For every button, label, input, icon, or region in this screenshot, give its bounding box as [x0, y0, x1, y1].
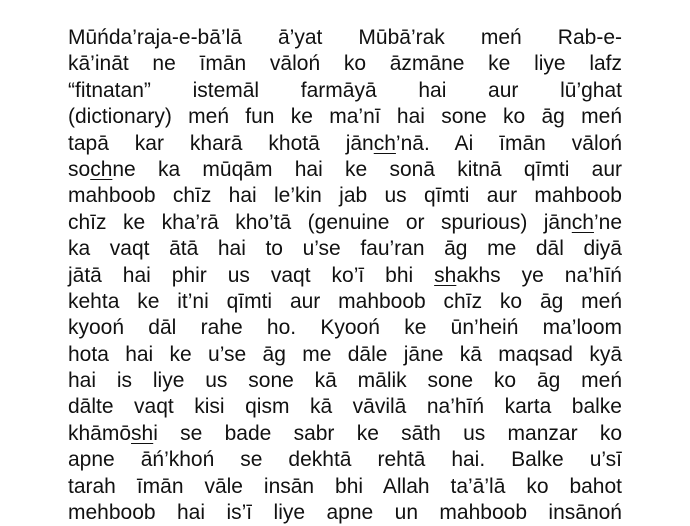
text-line: [68, 421, 622, 447]
underlined-text: ch: [571, 210, 594, 234]
text-line: [68, 447, 622, 473]
text-segment: jātā hai phir us vaqt ko’ī bhi: [68, 263, 435, 287]
text-segment: so: [68, 157, 91, 181]
text-line: [68, 236, 622, 262]
text-segment: ’nā. Ai īmān vāloń: [395, 131, 623, 155]
text-line: [68, 157, 622, 183]
underlined-text: ch: [90, 157, 113, 181]
text-segment: (dictionary) meń fun ke ma’nī hai sone ko āg meń: [68, 105, 622, 129]
text-segment: ’ne: [593, 210, 622, 234]
text-segment: hota hai ke u’se āg me dāle jāne kā maqsad kyā: [68, 342, 622, 366]
text-line: [68, 342, 622, 368]
text-segment: kā’ināt ne īmān vāloń ko āzmāne ke liye lafz: [68, 52, 622, 76]
text-line: [68, 263, 622, 289]
underlined-text: sh: [434, 263, 457, 287]
text-line: [68, 315, 622, 341]
text-segment: hai is liye us sone kā mālik sone ko āg meń: [68, 369, 622, 393]
text-segment: dālte vaqt kisi qism kā vāvilā na’hīń karta balke: [68, 395, 622, 419]
text-segment: tapā kar kharā khotā jān: [68, 131, 374, 155]
text-line: [68, 289, 622, 315]
text-segment: Mūńda’raja-e-bā’lā ā’yat Mūbā’rak meń Rab-e-: [68, 26, 622, 49]
text-segment: apne āń’khoń se dekhtā rehtā hai. Balke u’sī: [68, 448, 622, 472]
text-segment: ka vaqt ātā hai to u’se fau’ran āg me dāl diyā: [68, 237, 622, 261]
text-segment: akhs ye na’hīń: [456, 263, 622, 287]
text-segment: tarah īmān vāle insān bhi Allah ta’ā’lā ko bahot: [68, 474, 622, 498]
text-line: [68, 368, 622, 394]
text-segment: ne ka mūqām hai ke sonā kitnā qīmti aur: [112, 157, 622, 181]
text-line: [68, 500, 622, 526]
text-line: [68, 183, 622, 209]
text-segment: i se bade sabr ke sāth us manzar ko: [153, 421, 622, 445]
text-segment: khāmō: [68, 421, 132, 445]
text-segment: mehboob hai is’ī liye apne un mahboob insānoń: [68, 501, 622, 525]
text-segment: kyooń dāl rahe ho. Kyooń ke ūn’heiń ma’loom: [68, 316, 622, 340]
text-segment: mahboob chīz hai le’kin jab us qīmti aur mahboob: [68, 184, 622, 208]
text-segment: chīz ke kha’rā kho’tā (genuine or spurious) jān: [68, 210, 572, 234]
text-line: [68, 474, 622, 500]
text-line: [68, 210, 622, 236]
text-line: [68, 131, 622, 157]
text-segment: kehta ke it’ni qīmti aur mahboob chīz ko āg meń: [68, 289, 622, 313]
text-line: [68, 394, 622, 420]
underlined-text: ch: [373, 131, 396, 155]
body-text: [68, 25, 622, 526]
text-segment: “fitnatan” istemāl farmāyā hai aur lū’ghat: [68, 78, 622, 102]
text-line: [68, 51, 622, 77]
underlined-text: sh: [131, 421, 154, 445]
text-line: [68, 78, 622, 104]
text-line: [68, 104, 622, 130]
text-line: [68, 25, 622, 51]
